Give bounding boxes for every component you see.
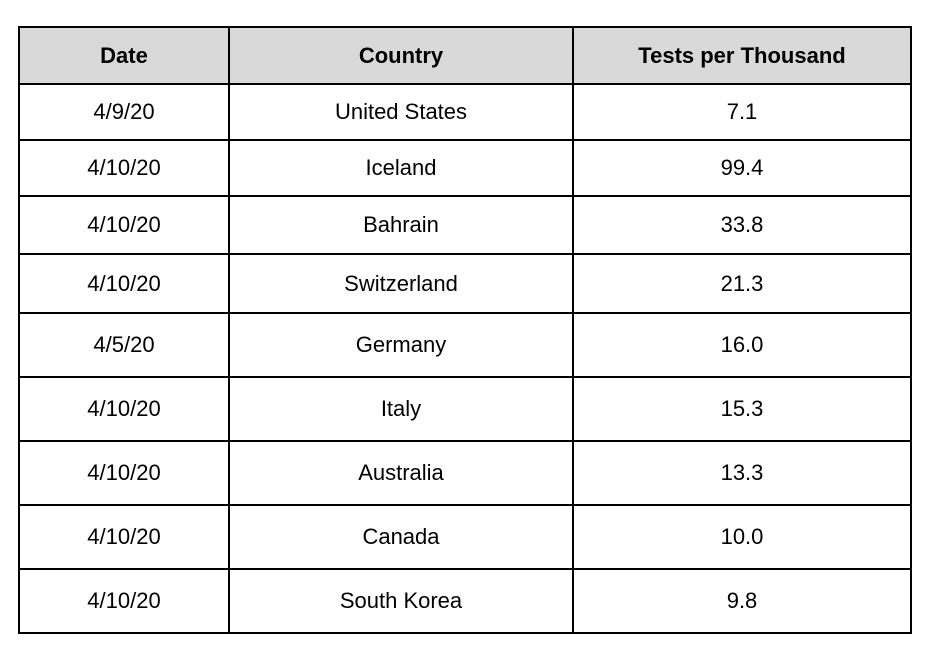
table-row	[19, 140, 911, 196]
cell-tests: 21.3	[573, 254, 911, 313]
table-row	[19, 569, 911, 633]
cell-country: Iceland	[229, 140, 573, 196]
table-row	[19, 254, 911, 313]
column-header-tests-per-thousand: Tests per Thousand	[573, 27, 911, 84]
table-row	[19, 313, 911, 377]
cell-date: 4/10/20	[19, 377, 229, 441]
cell-date: 4/10/20	[19, 140, 229, 196]
cell-country: Bahrain	[229, 196, 573, 254]
table-body	[19, 84, 911, 633]
cell-country: Canada	[229, 505, 573, 569]
cell-date: 4/10/20	[19, 254, 229, 313]
tests-table	[18, 26, 912, 634]
cell-country: Italy	[229, 377, 573, 441]
cell-date: 4/10/20	[19, 569, 229, 633]
cell-tests: 15.3	[573, 377, 911, 441]
cell-tests: 16.0	[573, 313, 911, 377]
column-header-country: Country	[229, 27, 573, 84]
column-header-date: Date	[19, 27, 229, 84]
table-row	[19, 377, 911, 441]
cell-date: 4/5/20	[19, 313, 229, 377]
cell-tests: 33.8	[573, 196, 911, 254]
cell-date: 4/10/20	[19, 441, 229, 505]
cell-date: 4/10/20	[19, 505, 229, 569]
cell-country: Germany	[229, 313, 573, 377]
table-row	[19, 84, 911, 140]
cell-country: Switzerland	[229, 254, 573, 313]
cell-tests: 7.1	[573, 84, 911, 140]
cell-country: Australia	[229, 441, 573, 505]
cell-date: 4/9/20	[19, 84, 229, 140]
header-row	[19, 27, 911, 84]
cell-tests: 13.3	[573, 441, 911, 505]
cell-country: South Korea	[229, 569, 573, 633]
table-row	[19, 441, 911, 505]
cell-country: United States	[229, 84, 573, 140]
cell-tests: 99.4	[573, 140, 911, 196]
table-row	[19, 505, 911, 569]
cell-tests: 9.8	[573, 569, 911, 633]
cell-date: 4/10/20	[19, 196, 229, 254]
table-header	[19, 27, 911, 84]
table-row	[19, 196, 911, 254]
cell-tests: 10.0	[573, 505, 911, 569]
